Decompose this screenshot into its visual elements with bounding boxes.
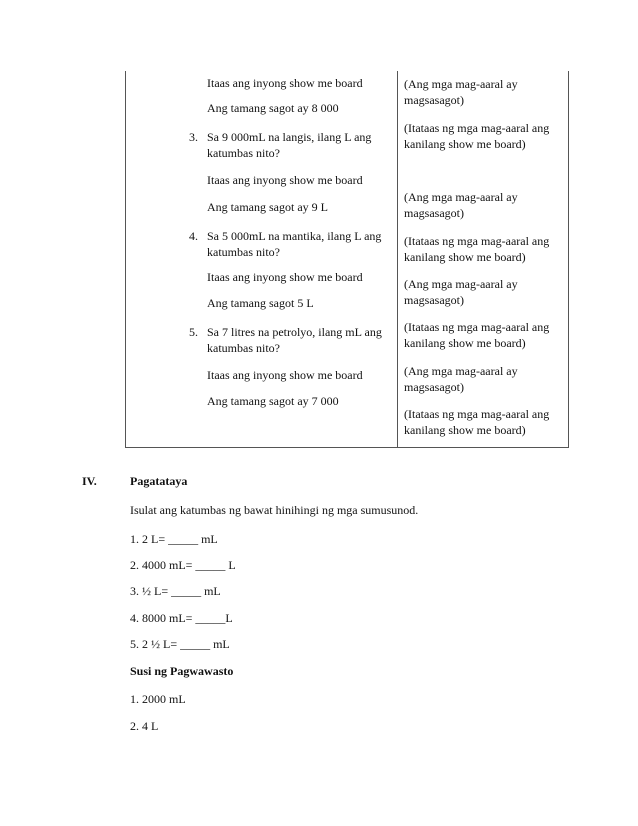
instruction-line: Itaas ang inyong show me board (207, 173, 363, 187)
student-response-line: (Itataas ng mga mag-aaral ang (404, 407, 550, 421)
student-response-line: (Itataas ng mga mag-aaral ang (404, 121, 550, 135)
section-numeral: IV. (82, 474, 97, 488)
student-response-line: (Ang mga mag-aaral ay (404, 77, 518, 91)
exercise-item: 4. 8000 mL= _____L (130, 611, 233, 625)
question-number: 4. (189, 229, 198, 243)
question-line: Sa 9 000mL na langis, ilang L ang (207, 130, 372, 144)
question-number: 3. (189, 130, 198, 144)
student-response-line: magsasagot) (404, 293, 464, 307)
answer-line: Ang tamang sagot 5 L (207, 296, 314, 310)
question-line: katumbas nito? (207, 341, 280, 355)
answer-line: Ang tamang sagot ay 8 000 (207, 101, 339, 115)
exercise-item: 2. 4000 mL= _____ L (130, 558, 236, 572)
student-response-line: (Ang mga mag-aaral ay (404, 190, 518, 204)
answer-key-item: 1. 2000 mL (130, 692, 186, 706)
student-response-line: (Ang mga mag-aaral ay (404, 364, 518, 378)
lesson-table (125, 71, 569, 448)
answer-line: Ang tamang sagot ay 7 000 (207, 394, 339, 408)
student-response-line: kanilang show me board) (404, 250, 526, 264)
answer-line: Ang tamang sagot ay 9 L (207, 200, 328, 214)
section-title: Pagatataya (130, 474, 188, 488)
student-response-line: (Itataas ng mga mag-aaral ang (404, 234, 550, 248)
exercise-item: 5. 2 ½ L= _____ mL (130, 637, 230, 651)
instruction-line: Itaas ang inyong show me board (207, 270, 363, 284)
question-line: katumbas nito? (207, 146, 280, 160)
column-divider (397, 71, 398, 447)
question-line: katumbas nito? (207, 245, 280, 259)
question-number: 5. (189, 325, 198, 339)
student-response-line: magsasagot) (404, 380, 464, 394)
student-response-line: (Itataas ng mga mag-aaral ang (404, 320, 550, 334)
student-response-line: kanilang show me board) (404, 423, 526, 437)
question-line: Sa 5 000mL na mantika, ilang L ang (207, 229, 382, 243)
instruction-line: Itaas ang inyong show me board (207, 368, 363, 382)
student-response-line: kanilang show me board) (404, 336, 526, 350)
exercise-item: 1. 2 L= _____ mL (130, 532, 218, 546)
question-line: Sa 7 litres na petrolyo, ilang mL ang (207, 325, 382, 339)
student-response-line: kanilang show me board) (404, 137, 526, 151)
student-response-line: (Ang mga mag-aaral ay (404, 277, 518, 291)
student-response-line: magsasagot) (404, 93, 464, 107)
student-response-line: magsasagot) (404, 206, 464, 220)
instruction-line: Itaas ang inyong show me board (207, 76, 363, 90)
section-instruction: Isulat ang katumbas ng bawat hinihingi ng mga sumusunod. (130, 503, 419, 517)
answer-key-title: Susi ng Pagwawasto (130, 664, 234, 678)
answer-key-item: 2. 4 L (130, 719, 159, 733)
exercise-item: 3. ½ L= _____ mL (130, 584, 221, 598)
